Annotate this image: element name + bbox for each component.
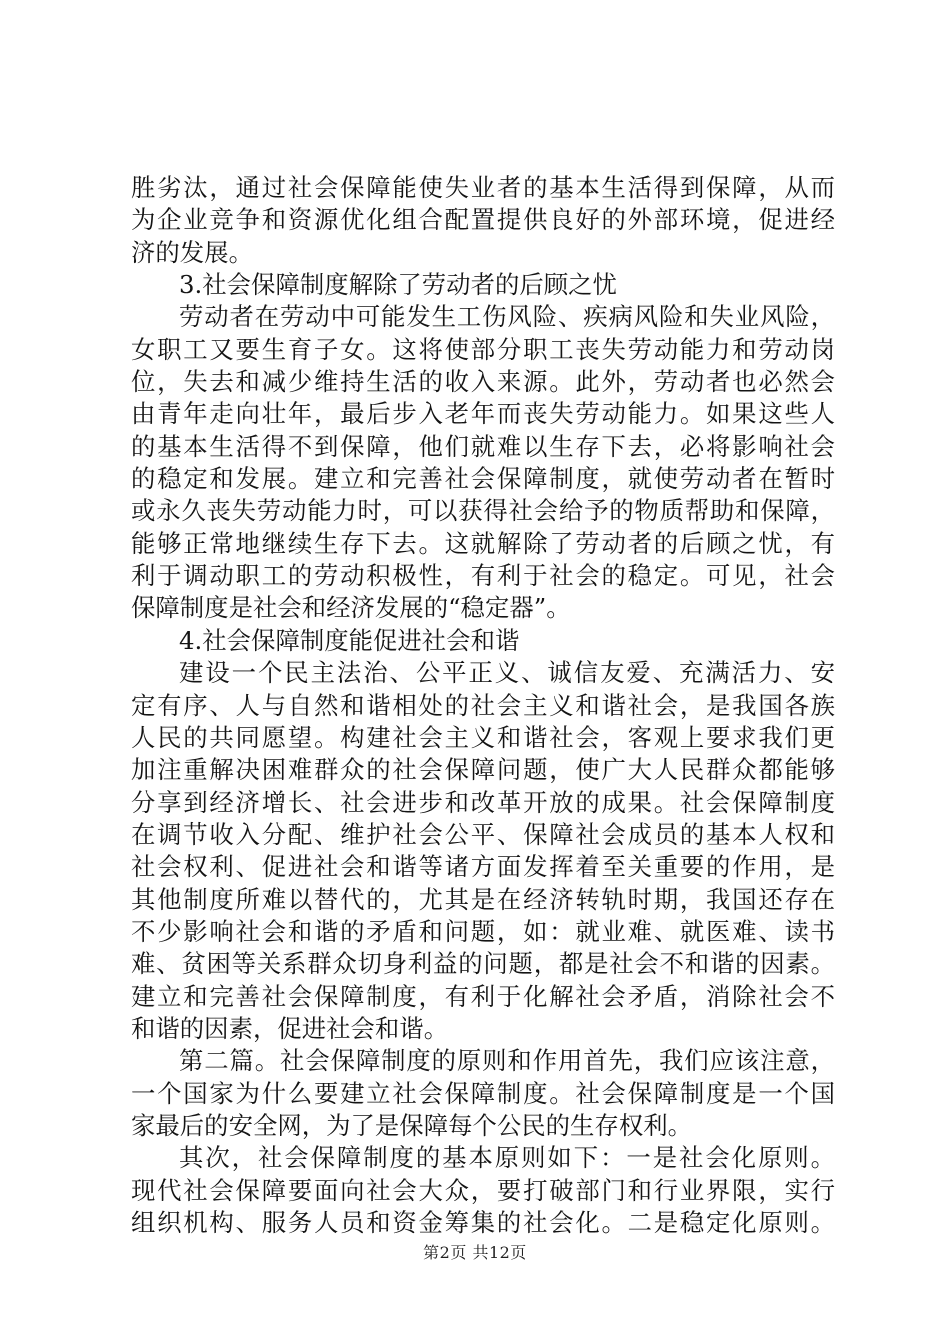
section-heading: 3.社会保障制度解除了劳动者的后顾之忧: [179, 270, 617, 300]
text-line: 能够正常地继续生存下去。这就解除了劳动者的后顾之忧，有: [131, 528, 835, 558]
text-line: 定有序、人与自然和谐相处的社会主义和谐社会，是我国各族: [131, 690, 835, 720]
text-line: 由青年走向壮年，最后步入老年而丧失劳动能力。如果这些人: [131, 399, 835, 429]
text-line: 利于调动职工的劳动积极性，有利于社会的稳定。可见，社会: [131, 561, 835, 591]
text-line: 其次，社会保障制度的基本原则如下：一是社会化原则。: [179, 1143, 835, 1173]
text-line: 一个国家为什么要建立社会保障制度。社会保障制度是一个国: [131, 1078, 835, 1108]
section-heading: 4.社会保障制度能促进社会和谐: [179, 625, 520, 655]
text-line: 人民的共同愿望。构建社会主义和谐社会，客观上要求我们更: [131, 722, 835, 752]
text-line: 胜劣汰，通过社会保障能使失业者的基本生活得到保障，从而: [131, 173, 835, 202]
page-number-footer: 第2页 共12页: [423, 1243, 527, 1262]
text-line: 劳动者在劳动中可能发生工伤风险、疾病风险和失业风险，: [179, 302, 835, 332]
text-line: 社会权利、促进社会和谐等诸方面发挥着至关重要的作用，是: [131, 852, 835, 882]
text-line: 现代社会保障要面向社会大众，要打破部门和行业界限，实行: [131, 1175, 835, 1205]
text-line: 加注重解决困难群众的社会保障问题，使广大人民群众都能够: [131, 755, 835, 785]
text-line: 建立和完善社会保障制度，有利于化解社会矛盾，消除社会不: [131, 981, 835, 1011]
document-body: [131, 172, 835, 1239]
text-line: 或永久丧失劳动能力时，可以获得社会给予的物质帮助和保障，: [131, 496, 835, 526]
text-line: 女职工又要生育子女。这将使部分职工丧失劳动能力和劳动岗: [131, 334, 835, 364]
text-line: 保障制度是社会和经济发展的“稳定器”。: [131, 593, 571, 623]
text-line: 不少影响社会和谐的矛盾和问题，如：就业难、就医难、读书: [131, 916, 835, 946]
text-line: 的稳定和发展。建立和完善社会保障制度，就使劳动者在暂时: [131, 464, 835, 494]
text-line: 建设一个民主法治、公平正义、诚信友爱、充满活力、安: [179, 658, 835, 688]
text-line: 济的发展。: [131, 237, 253, 267]
text-line: 家最后的安全网，为了是保障每个公民的生存权利。: [131, 1110, 692, 1140]
text-line: 难、贫困等关系群众切身利益的问题，都是社会不和谐的因素。: [131, 949, 835, 979]
text-line: 第二篇。社会保障制度的原则和作用首先，我们应该注意，: [179, 1046, 835, 1076]
text-line: 为企业竞争和资源优化组合配置提供良好的外部环境，促进经: [131, 205, 835, 235]
text-line: 在调节收入分配、维护社会公平、保障社会成员的基本人权和: [131, 819, 835, 849]
text-line: 组织机构、服务人员和资金筹集的社会化。二是稳定化原则。: [131, 1208, 835, 1237]
text-line: 和谐的因素，促进社会和谐。: [131, 1013, 449, 1043]
text-line: 的基本生活得不到保障，他们就难以生存下去，必将影响社会: [131, 431, 835, 461]
text-line: 分享到经济增长、社会进步和改革开放的成果。社会保障制度: [131, 787, 835, 817]
text-line: 其他制度所难以替代的，尤其是在经济转轨时期，我国还存在: [131, 884, 835, 914]
text-line: 位，失去和减少维持生活的收入来源。此外，劳动者也必然会: [131, 367, 835, 397]
